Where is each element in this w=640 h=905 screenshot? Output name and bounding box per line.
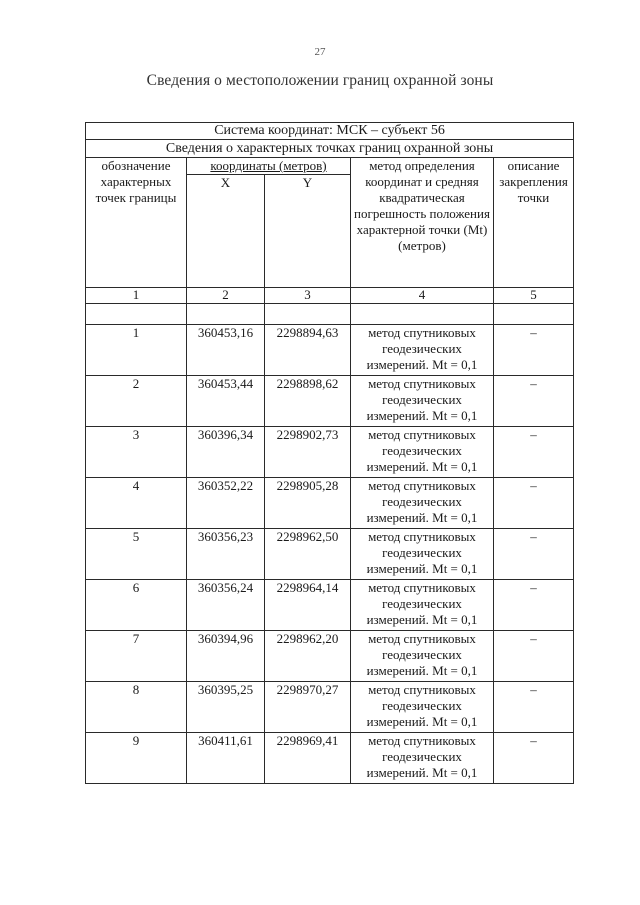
column-number: 4 <box>351 288 494 304</box>
y-coordinate-cell: 2298905,28 <box>265 478 351 529</box>
description-cell: – <box>494 478 574 529</box>
point-id-cell: 9 <box>86 733 187 784</box>
x-coordinate-cell: 360395,25 <box>187 682 265 733</box>
table-row <box>86 580 574 631</box>
method-cell: метод спутниковых геодезических измерений. Mt = 0,1 <box>351 529 494 580</box>
y-coordinate-cell: 2298964,14 <box>265 580 351 631</box>
header-coordinates <box>187 158 351 175</box>
y-coordinate-cell: 2298894,63 <box>265 325 351 376</box>
header-coordinates-label: координаты (метров) <box>210 158 327 173</box>
table-row <box>86 427 574 478</box>
description-cell: – <box>494 580 574 631</box>
method-cell: метод спутниковых геодезических измерений. Mt = 0,1 <box>351 427 494 478</box>
column-number: 3 <box>265 288 351 304</box>
description-cell: – <box>494 733 574 784</box>
y-coordinate-cell: 2298902,73 <box>265 427 351 478</box>
description-cell: – <box>494 631 574 682</box>
table-body <box>86 123 574 784</box>
section-title-cell: Сведения о характерных точках границ охранной зоны <box>86 140 574 158</box>
y-coordinate-cell: 2298898,62 <box>265 376 351 427</box>
point-id-cell: 3 <box>86 427 187 478</box>
coordinate-system-cell: Система координат: МСК – субъект 56 <box>86 123 574 140</box>
description-cell: – <box>494 427 574 478</box>
method-cell: метод спутниковых геодезических измерений. Mt = 0,1 <box>351 682 494 733</box>
header-y: Y <box>265 175 351 288</box>
point-id-cell: 8 <box>86 682 187 733</box>
header-point-designation: обозначение характерных точек границы <box>86 158 187 288</box>
point-id-cell: 1 <box>86 325 187 376</box>
x-coordinate-cell: 360394,96 <box>187 631 265 682</box>
y-coordinate-cell: 2298962,50 <box>265 529 351 580</box>
method-cell: метод спутниковых геодезических измерений. Mt = 0,1 <box>351 580 494 631</box>
point-id-cell: 5 <box>86 529 187 580</box>
page-number: 27 <box>314 46 326 58</box>
table-row <box>86 631 574 682</box>
header-method: метод определения координат и средняя квадратическая погрешность положения характерной точки (Mt) (метров) <box>351 158 494 288</box>
method-cell: метод спутниковых геодезических измерений. Mt = 0,1 <box>351 376 494 427</box>
document-title: Сведения о местоположении границ охранной зоны <box>146 72 494 89</box>
method-cell: метод спутниковых геодезических измерений. Mt = 0,1 <box>351 733 494 784</box>
column-number: 2 <box>187 288 265 304</box>
method-cell: метод спутниковых геодезических измерений. Mt = 0,1 <box>351 631 494 682</box>
column-number: 1 <box>86 288 187 304</box>
table-row <box>86 325 574 376</box>
y-coordinate-cell: 2298962,20 <box>265 631 351 682</box>
x-coordinate-cell: 360356,24 <box>187 580 265 631</box>
x-coordinate-cell: 360352,22 <box>187 478 265 529</box>
table-row <box>86 478 574 529</box>
point-id-cell: 7 <box>86 631 187 682</box>
y-coordinate-cell: 2298970,27 <box>265 682 351 733</box>
column-number: 5 <box>494 288 574 304</box>
coordinates-table <box>85 122 574 784</box>
table-row <box>86 733 574 784</box>
y-coordinate-cell: 2298969,41 <box>265 733 351 784</box>
x-coordinate-cell: 360453,16 <box>187 325 265 376</box>
method-cell: метод спутниковых геодезических измерений. Mt = 0,1 <box>351 325 494 376</box>
x-coordinate-cell: 360453,44 <box>187 376 265 427</box>
description-cell: – <box>494 529 574 580</box>
spacer-row <box>86 304 574 325</box>
point-id-cell: 4 <box>86 478 187 529</box>
header-description: описание закрепления точки <box>494 158 574 288</box>
description-cell: – <box>494 682 574 733</box>
point-id-cell: 6 <box>86 580 187 631</box>
table-row <box>86 682 574 733</box>
method-cell: метод спутниковых геодезических измерений. Mt = 0,1 <box>351 478 494 529</box>
x-coordinate-cell: 360411,61 <box>187 733 265 784</box>
point-id-cell: 2 <box>86 376 187 427</box>
table-row <box>86 376 574 427</box>
header-x: X <box>187 175 265 288</box>
table-row <box>86 529 574 580</box>
x-coordinate-cell: 360396,34 <box>187 427 265 478</box>
description-cell: – <box>494 376 574 427</box>
x-coordinate-cell: 360356,23 <box>187 529 265 580</box>
description-cell: – <box>494 325 574 376</box>
